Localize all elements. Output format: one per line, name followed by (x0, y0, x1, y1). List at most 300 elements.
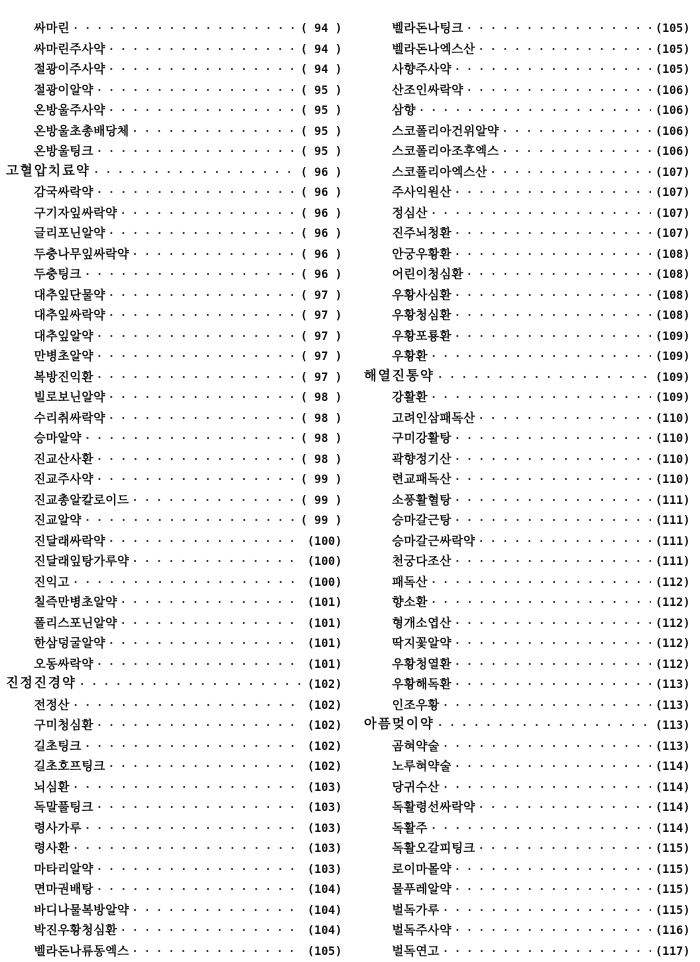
entry-name: 향소환 (392, 595, 428, 609)
entry-name: 복방진익환 (34, 369, 94, 384)
dot-leader (467, 80, 651, 101)
index-entry (6, 551, 342, 572)
dot-leader (479, 408, 651, 429)
index-entry (6, 100, 342, 121)
index-entry (364, 756, 690, 777)
entry-page-number: (107) (655, 185, 690, 199)
entry-name: 소풍활혈탕 (392, 492, 452, 507)
index-entry (364, 838, 690, 859)
entry-page-number: (112) (655, 595, 690, 609)
entry-page-number: (104) (307, 882, 342, 896)
index-entry (6, 18, 342, 39)
entry-name: 해열진통약 (364, 368, 435, 384)
dot-leader (432, 592, 652, 613)
entry-page-number: (105) (307, 943, 342, 958)
entry-page-number: (102) (307, 697, 342, 712)
entry-name: 승마알약 (34, 431, 82, 445)
entry-page-number: (112) (655, 615, 690, 630)
index-entry (364, 633, 690, 654)
dot-leader (94, 162, 296, 183)
entry-name: 대추잎싸락약 (34, 308, 106, 322)
entry-page-number: (102) (307, 759, 342, 773)
dot-leader (121, 592, 303, 613)
entry-name: 길초호프팅크 (34, 759, 106, 773)
dot-leader (455, 244, 651, 265)
dot-leader (97, 182, 296, 203)
index-entry (364, 408, 690, 429)
entry-page-number: (100) (307, 533, 342, 548)
entry-page-number: (113) (655, 697, 690, 712)
entry-page-number: ( 99 ) (300, 472, 342, 486)
dot-leader (133, 551, 303, 572)
entry-name: 고혈압치료약 (6, 163, 91, 179)
dot-leader (432, 387, 652, 408)
dot-leader (133, 121, 296, 142)
entry-name: 인조우황 (392, 697, 440, 712)
entry-page-number: (104) (307, 902, 342, 917)
dot-leader (467, 18, 651, 39)
entry-name: 진교총알칼로이드 (34, 492, 130, 507)
entry-page-number: (100) (307, 574, 342, 589)
index-column-right (364, 18, 690, 961)
dot-leader (455, 285, 651, 306)
index-entry (6, 121, 342, 142)
entry-name: 패독산 (392, 574, 428, 589)
entry-page-number: (115) (655, 861, 690, 876)
entry-page-number: ( 94 ) (300, 41, 342, 56)
index-entry (364, 80, 690, 101)
entry-page-number: ( 98 ) (300, 451, 342, 466)
entry-name: 벌독가루 (392, 902, 440, 917)
entry-page-number: (110) (655, 410, 690, 425)
index-entry (6, 80, 342, 101)
index-entry (364, 490, 690, 511)
dot-leader (97, 346, 296, 367)
entry-name: 면마권배탕 (34, 882, 94, 896)
index-entry (364, 674, 690, 695)
index-entry (364, 859, 690, 880)
index-entry (364, 531, 690, 552)
entry-page-number: (108) (655, 308, 690, 322)
entry-page-number: ( 97 ) (300, 287, 342, 302)
entry-page-number: (111) (655, 554, 690, 568)
index-entry (364, 326, 690, 347)
dot-leader (109, 305, 296, 326)
entry-page-number: (113) (655, 738, 690, 753)
dot-leader (455, 326, 651, 347)
dot-leader (438, 367, 651, 388)
dot-leader (455, 613, 651, 634)
index-entry (364, 449, 690, 470)
entry-page-number: (113) (655, 718, 690, 732)
entry-page-number: (101) (307, 615, 342, 630)
entry-page-number: ( 96 ) (300, 226, 342, 240)
entry-name: 벨라돈나류동엑스 (34, 943, 130, 958)
index-entry (6, 203, 342, 224)
entry-name: 진교주사약 (34, 472, 94, 486)
entry-page-number: ( 96 ) (300, 246, 342, 261)
index-entry (6, 879, 342, 900)
index-entry (364, 39, 690, 60)
entry-page-number: (116) (655, 923, 690, 937)
dot-leader (109, 39, 296, 60)
entry-name: 스코폴리아엑스산 (392, 164, 488, 179)
dot-leader (86, 818, 304, 839)
dot-leader (97, 879, 303, 900)
dot-leader (109, 285, 296, 306)
dot-leader (97, 449, 296, 470)
entry-page-number: (110) (655, 431, 690, 445)
index-entry (6, 715, 342, 736)
dot-leader (97, 797, 303, 818)
entry-name: 벨라돈나엑스산 (392, 41, 476, 56)
entry-page-number: (114) (655, 820, 690, 835)
index-entry (364, 510, 690, 531)
dot-leader (74, 838, 304, 859)
entry-page-number: (109) (655, 369, 690, 384)
dot-leader (432, 572, 652, 593)
dot-leader (455, 510, 651, 531)
index-entry (6, 408, 342, 429)
entry-page-number: (100) (307, 554, 342, 568)
entry-name: 령사환 (34, 841, 70, 855)
dot-leader (121, 920, 303, 941)
entry-page-number: (115) (655, 841, 690, 855)
index-entry (6, 633, 342, 654)
index-column-left (6, 18, 342, 961)
entry-page-number: ( 99 ) (300, 513, 342, 527)
index-entry (364, 797, 690, 818)
entry-page-number: (109) (655, 390, 690, 404)
index-entry (364, 551, 690, 572)
dot-leader (438, 715, 651, 736)
dot-leader (455, 551, 651, 572)
index-section-heading (6, 162, 342, 183)
entry-name: 싸마린 (34, 21, 70, 35)
entry-name: 폴리스포닌알약 (34, 615, 118, 630)
dot-leader (479, 531, 651, 552)
entry-page-number: ( 96 ) (300, 164, 342, 179)
entry-page-number: (103) (307, 861, 342, 876)
index-entry (364, 59, 690, 80)
index-entry (364, 285, 690, 306)
dot-leader (455, 59, 651, 80)
index-entry (364, 654, 690, 675)
entry-name: 진익고 (34, 574, 70, 589)
index-entry (364, 818, 690, 839)
index-entry (364, 777, 690, 798)
dot-leader (121, 613, 303, 634)
entry-page-number: (108) (655, 267, 690, 281)
entry-name: 구기자잎싸락약 (34, 205, 118, 220)
entry-name: 온방울초총배당체 (34, 123, 130, 138)
index-entry (6, 797, 342, 818)
entry-page-number: (111) (655, 513, 690, 527)
entry-name: 노루혀약술 (392, 759, 452, 773)
index-entry (364, 920, 690, 941)
dot-leader (109, 408, 296, 429)
dot-leader (97, 367, 296, 388)
entry-page-number: (106) (655, 82, 690, 97)
entry-page-number: (115) (655, 882, 690, 896)
entry-page-number: ( 95 ) (300, 144, 342, 158)
entry-name: 우황청열환 (392, 656, 452, 671)
entry-page-number: ( 96 ) (300, 205, 342, 220)
index-entry (6, 326, 342, 347)
dot-leader (455, 490, 651, 511)
entry-name: 싸마린주사약 (34, 41, 106, 56)
entry-name: 련교패독산 (392, 472, 452, 486)
entry-page-number: (104) (307, 923, 342, 937)
entry-page-number: (114) (655, 800, 690, 814)
index-entry (364, 469, 690, 490)
dot-leader (133, 941, 303, 962)
index-entry (6, 285, 342, 306)
entry-name: 글리포닌알약 (34, 226, 106, 240)
entry-name: 독활오갈피팅크 (392, 841, 476, 855)
entry-page-number: (107) (655, 205, 690, 220)
entry-page-number: ( 99 ) (300, 492, 342, 507)
entry-page-number: (101) (307, 595, 342, 609)
dot-leader (109, 756, 303, 777)
index-entry (364, 100, 690, 121)
dot-leader (455, 859, 651, 880)
index-entry (6, 777, 342, 798)
entry-page-number: (106) (655, 123, 690, 138)
entry-page-number: (114) (655, 779, 690, 794)
entry-page-number: ( 95 ) (300, 103, 342, 117)
index-entry (6, 346, 342, 367)
entry-name: 주사익원산 (392, 185, 452, 199)
dot-leader (86, 428, 297, 449)
index-entry (364, 244, 690, 265)
dot-leader (455, 449, 651, 470)
dot-leader (74, 777, 304, 798)
entry-name: 바디나물복방알약 (34, 902, 130, 917)
entry-name: 우황포룡환 (392, 328, 452, 343)
entry-page-number: ( 96 ) (300, 185, 342, 199)
entry-name: 진정진경약 (6, 676, 77, 691)
dot-leader (133, 244, 296, 265)
index-entry (6, 920, 342, 941)
dot-leader (455, 305, 651, 326)
dot-leader (444, 695, 652, 716)
index-entry (364, 387, 690, 408)
dot-leader (455, 674, 651, 695)
entry-name: 만병초알약 (34, 349, 94, 363)
entry-name: 형개소엽산 (392, 615, 452, 630)
entry-page-number: ( 97 ) (300, 369, 342, 384)
entry-page-number: (105) (655, 21, 690, 35)
entry-name: 로이마몰약 (392, 861, 452, 876)
index-entry (6, 264, 342, 285)
entry-name: 정심산 (392, 205, 428, 220)
entry-name: 오동싸락약 (34, 656, 94, 671)
index-entry (6, 838, 342, 859)
entry-name: 진교산사환 (34, 451, 94, 466)
index-entry (364, 695, 690, 716)
index-entry (6, 736, 342, 757)
index-entry (6, 654, 342, 675)
index-entry (6, 387, 342, 408)
dot-leader (74, 695, 304, 716)
entry-name: 강활환 (392, 390, 428, 404)
entry-page-number: (112) (655, 574, 690, 589)
entry-name: 길초팅크 (34, 738, 82, 753)
dot-leader (86, 264, 297, 285)
dot-leader (455, 654, 651, 675)
index-entry (6, 244, 342, 265)
entry-name: 진달래싸락약 (34, 533, 106, 548)
index-entry (6, 469, 342, 490)
entry-page-number: (112) (655, 636, 690, 650)
entry-page-number: ( 97 ) (300, 328, 342, 343)
entry-page-number: ( 94 ) (300, 62, 342, 76)
entry-page-number: (101) (307, 656, 342, 671)
entry-name: 구미강활탕 (392, 431, 452, 445)
entry-name: 진주뇌청환 (392, 226, 452, 240)
entry-name: 감국싸락약 (34, 185, 94, 199)
entry-name: 대추잎알약 (34, 328, 94, 343)
entry-name: 수리취싸락약 (34, 410, 106, 425)
dot-leader (479, 838, 651, 859)
entry-page-number: (117) (655, 943, 690, 958)
entry-page-number: (113) (655, 677, 690, 691)
index-entry (6, 223, 342, 244)
entry-name: 삼향 (392, 103, 416, 117)
dot-leader (109, 387, 296, 408)
entry-name: 벌독연고 (392, 943, 440, 958)
entry-name: 우황환 (392, 349, 428, 363)
dot-leader (491, 162, 651, 183)
entry-name: 온방울팅크 (34, 144, 94, 158)
dot-leader (74, 572, 304, 593)
dot-leader (80, 674, 303, 695)
dot-leader (109, 633, 303, 654)
index-entry (6, 449, 342, 470)
entry-name: 대추잎단물약 (34, 287, 106, 302)
index-entry (364, 572, 690, 593)
entry-name: 한삼덩굴알약 (34, 636, 106, 650)
entry-name: 절광이알약 (34, 82, 94, 97)
entry-page-number: (103) (307, 841, 342, 855)
dot-leader (444, 941, 652, 962)
index-entry (364, 428, 690, 449)
dot-leader (432, 818, 652, 839)
index-entry (6, 490, 342, 511)
dot-leader (97, 859, 303, 880)
index-entry (364, 879, 690, 900)
entry-name: 절광이주사약 (34, 62, 106, 76)
entry-name: 칠즉만병초알약 (34, 595, 118, 609)
entry-page-number: (106) (655, 103, 690, 117)
index-section-heading (6, 674, 342, 695)
dot-leader (455, 920, 651, 941)
index-entry (364, 264, 690, 285)
entry-page-number: ( 95 ) (300, 82, 342, 97)
entry-name: 박진우황청심환 (34, 923, 118, 937)
index-entry (364, 203, 690, 224)
entry-page-number: (103) (307, 800, 342, 814)
entry-name: 승마갈근탕 (392, 513, 452, 527)
dot-leader (109, 59, 296, 80)
index-entry (364, 223, 690, 244)
entry-name: 산조인싸락약 (392, 82, 464, 97)
entry-page-number: (102) (307, 677, 342, 691)
dot-leader (86, 510, 297, 531)
index-entry (6, 141, 342, 162)
index-entry (6, 367, 342, 388)
entry-page-number: ( 96 ) (300, 267, 342, 281)
dot-leader (109, 531, 303, 552)
dot-leader (133, 900, 303, 921)
entry-name: 어린이청심환 (392, 267, 464, 281)
entry-page-number: (112) (655, 656, 690, 671)
entry-page-number: ( 98 ) (300, 410, 342, 425)
entry-page-number: ( 94 ) (300, 21, 342, 35)
index-entry (364, 736, 690, 757)
entry-page-number: (102) (307, 718, 342, 732)
entry-name: 벌독주사약 (392, 923, 452, 937)
dot-leader (420, 100, 652, 121)
entry-name: 두충나무잎싸락약 (34, 246, 130, 261)
entry-name: 벨라돈나팅크 (392, 21, 464, 35)
entry-page-number: (111) (655, 492, 690, 507)
entry-page-number: (111) (655, 533, 690, 548)
entry-page-number: (102) (307, 738, 342, 753)
entry-name: 곰혀약술 (392, 738, 440, 753)
dot-leader (109, 223, 296, 244)
index-entry (364, 613, 690, 634)
index-entry (364, 346, 690, 367)
dot-leader (444, 900, 652, 921)
dot-leader (455, 879, 651, 900)
entry-page-number: (110) (655, 472, 690, 486)
dot-leader (121, 203, 296, 224)
dot-leader (467, 264, 651, 285)
dot-leader (432, 203, 652, 224)
dot-leader (444, 736, 652, 757)
index-entry (6, 592, 342, 613)
dot-leader (479, 39, 651, 60)
index-entry (364, 592, 690, 613)
dot-leader (86, 736, 304, 757)
dot-leader (455, 756, 651, 777)
index-entry (6, 39, 342, 60)
entry-name: 고려인삼패독산 (392, 410, 476, 425)
entry-page-number: (109) (655, 328, 690, 343)
index-entry (364, 900, 690, 921)
index-entry (6, 756, 342, 777)
index-entry (6, 900, 342, 921)
index-entry (6, 859, 342, 880)
dot-leader (455, 428, 651, 449)
entry-name: 독활령선싸락약 (392, 800, 476, 814)
index-entry (6, 510, 342, 531)
index-entry (6, 941, 342, 962)
entry-name: 스코폴리아조후엑스 (392, 144, 500, 158)
entry-name: 천궁다조산 (392, 554, 452, 568)
dot-leader (455, 469, 651, 490)
entry-name: 아픔멎이약 (364, 717, 435, 732)
index-entry (364, 121, 690, 142)
dot-leader (455, 182, 651, 203)
entry-page-number: (114) (655, 759, 690, 773)
dot-leader (444, 777, 652, 798)
index-entry (364, 18, 690, 39)
entry-name: 온방울주사약 (34, 103, 106, 117)
entry-name: 마타리알약 (34, 861, 94, 876)
